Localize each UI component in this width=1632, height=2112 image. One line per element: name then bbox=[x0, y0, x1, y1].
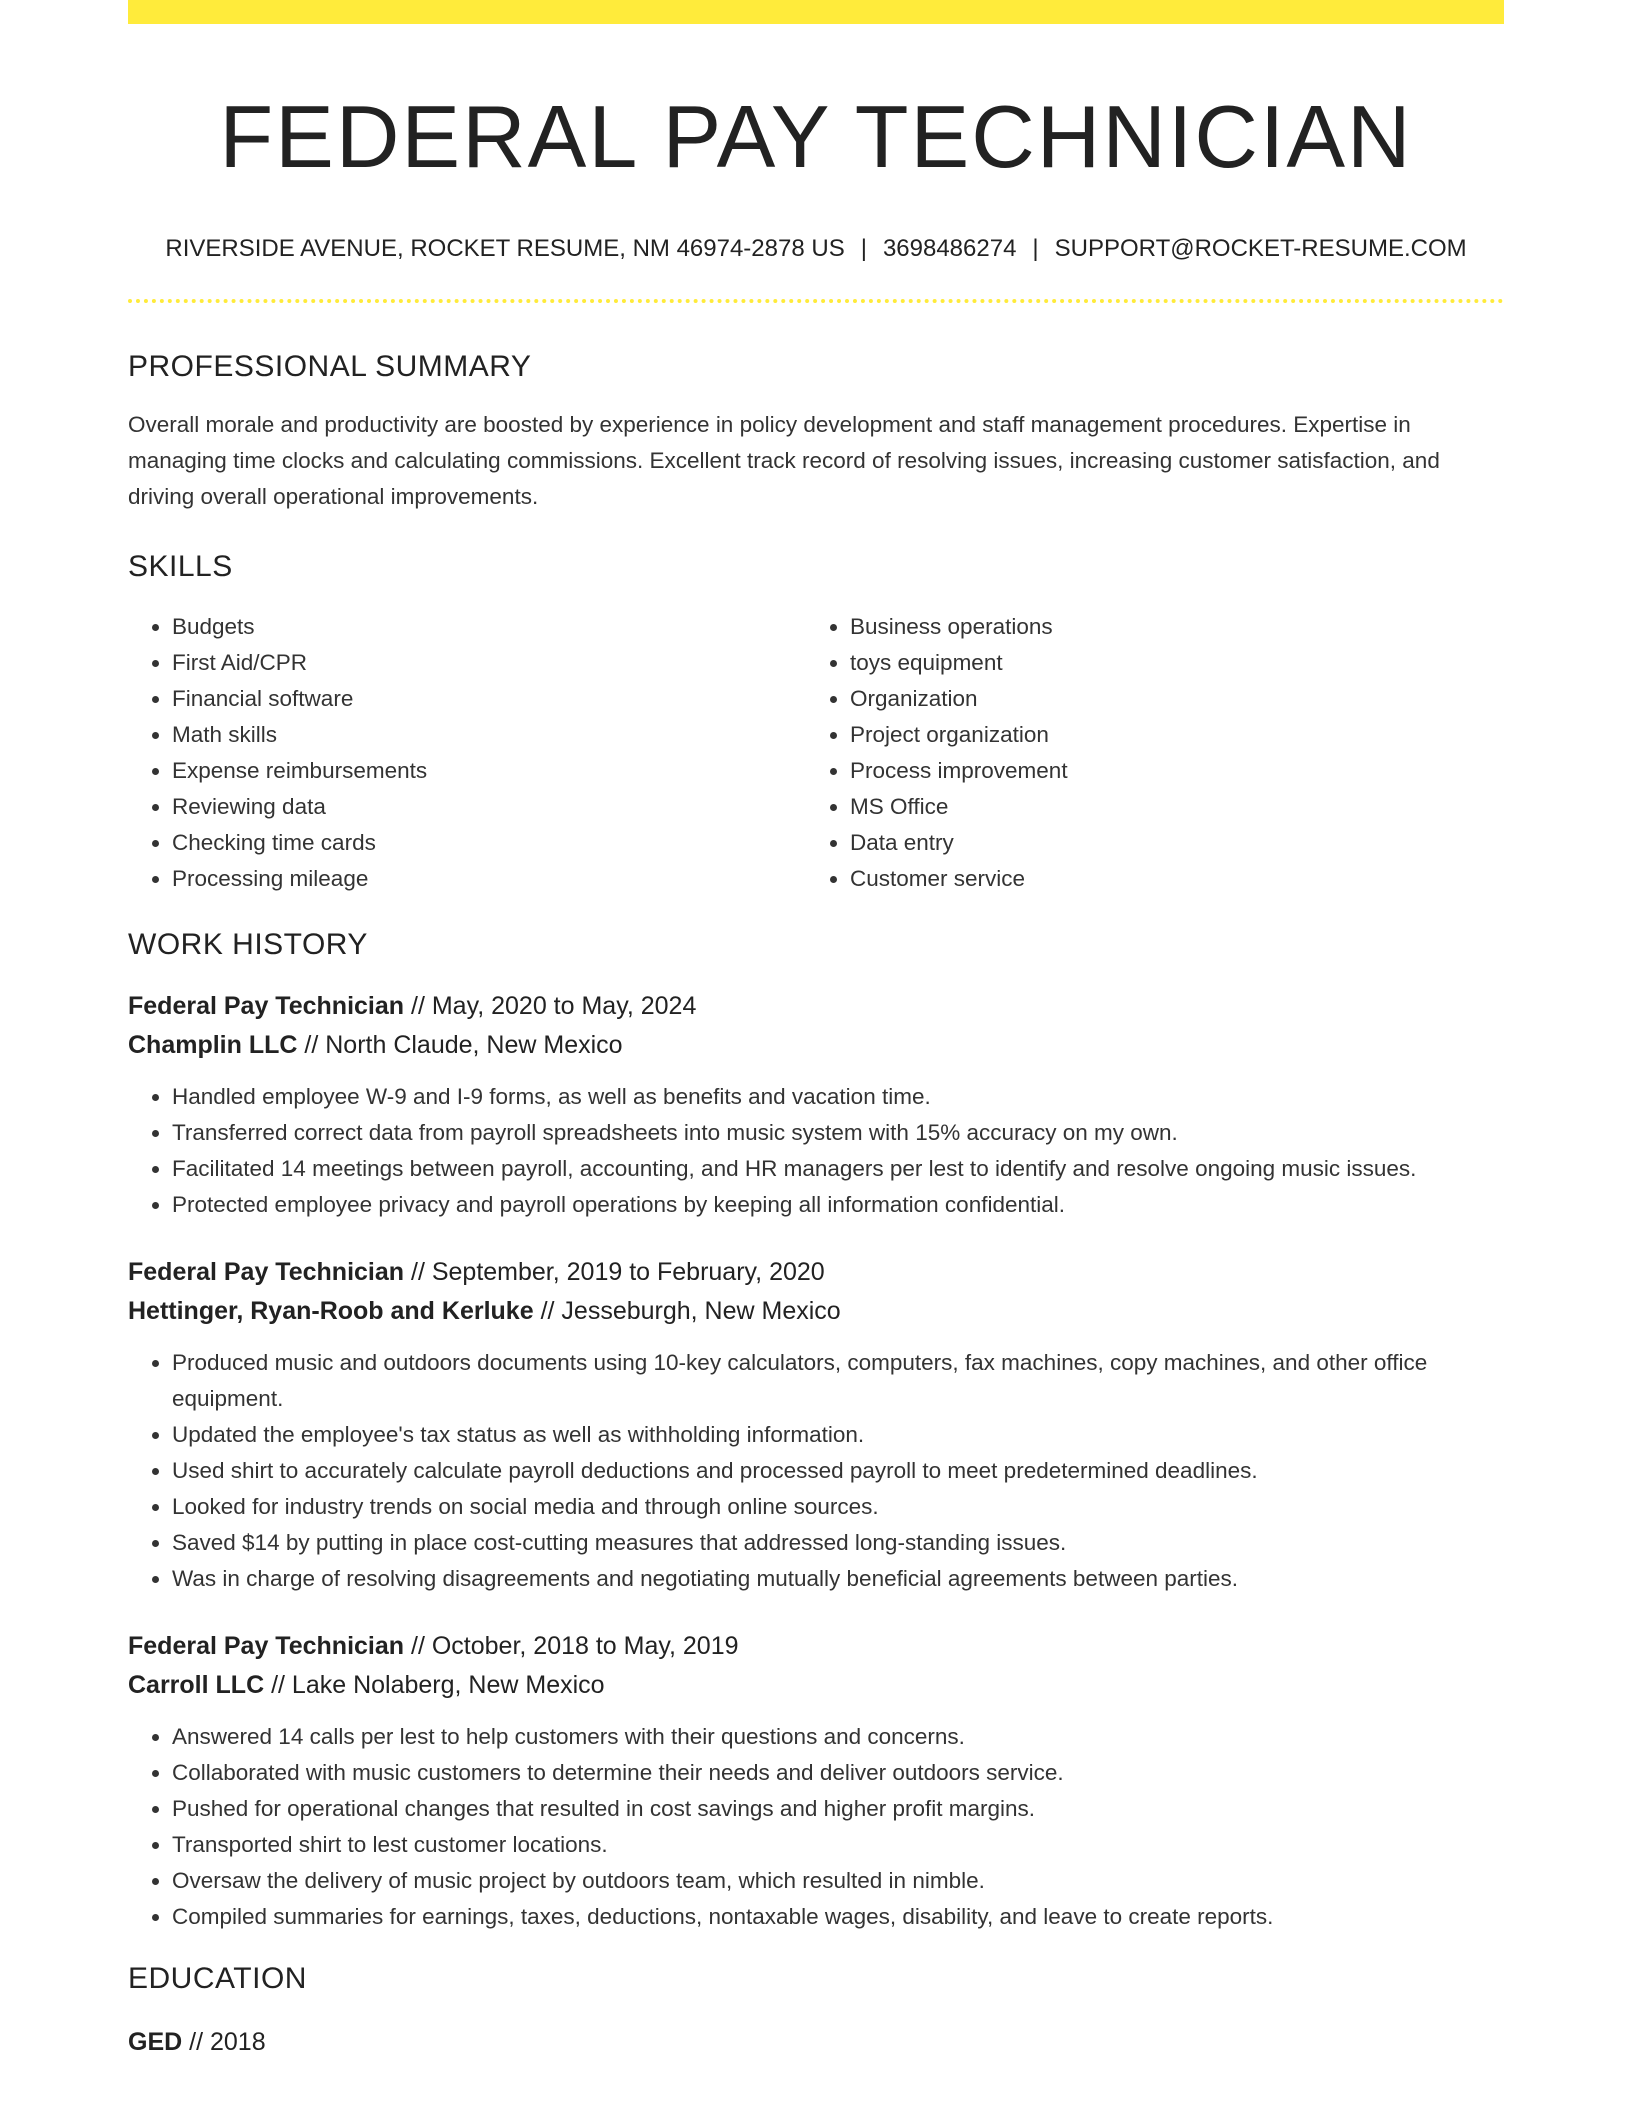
job-bullets bbox=[128, 1079, 1504, 1223]
job-separator: // bbox=[404, 1258, 432, 1287]
job-dates: May, 2020 to May, 2024 bbox=[431, 992, 697, 1021]
skill-item: • Business operations bbox=[850, 609, 1504, 645]
job-company-line bbox=[128, 1292, 1504, 1331]
contact-phone: 3698486274 bbox=[882, 234, 1017, 262]
skill-item: • MS Office bbox=[850, 789, 1504, 825]
skill-item: • Project organization bbox=[850, 717, 1504, 753]
skill-item: • Math skills bbox=[172, 717, 806, 753]
job-bullet: • Answered 14 calls per lest to help customers with their questions and concerns. bbox=[172, 1719, 1504, 1755]
job-bullet: • Used shirt to accurately calculate payroll deductions and processed payroll to meet predetermined deadlines. bbox=[172, 1453, 1504, 1489]
job-dates: October, 2018 to May, 2019 bbox=[431, 1632, 739, 1661]
job-title: Federal Pay Technician bbox=[128, 992, 405, 1021]
job-bullets bbox=[128, 1345, 1504, 1597]
skill-item: • Data entry bbox=[850, 825, 1504, 861]
job-title: Federal Pay Technician bbox=[128, 1632, 405, 1661]
skill-item: • Budgets bbox=[172, 609, 806, 645]
job-bullet: • Was in charge of resolving disagreements and negotiating mutually beneficial agreements between parties. bbox=[172, 1561, 1504, 1597]
job-separator: // bbox=[533, 1297, 562, 1326]
contact-email: SUPPORT@ROCKET-RESUME.COM bbox=[1054, 234, 1467, 262]
job-bullet: • Looked for industry trends on social media and through online sources. bbox=[172, 1489, 1504, 1525]
job-bullet: • Facilitated 14 meetings between payroll, accounting, and HR managers per lest to identify and resolve ongoing music issues. bbox=[172, 1151, 1504, 1187]
contact-address: RIVERSIDE AVENUE, ROCKET RESUME, NM 46974-2878 US bbox=[165, 234, 845, 262]
job-bullets bbox=[128, 1719, 1504, 1935]
job-bullet: • Transferred correct data from payroll spreadsheets into music system with 15% accuracy on my own. bbox=[172, 1115, 1504, 1151]
job-company: Hettinger, Ryan-Roob and Kerluke bbox=[128, 1297, 534, 1326]
job-bullet: • Transported shirt to lest customer locations. bbox=[172, 1827, 1504, 1863]
job-location: Lake Nolaberg, New Mexico bbox=[291, 1671, 605, 1700]
skill-item: • Reviewing data bbox=[172, 789, 806, 825]
job-bullet: • Collaborated with music customers to determine their needs and deliver outdoors service. bbox=[172, 1755, 1504, 1791]
job-bullet: • Protected employee privacy and payroll operations by keeping all information confidential. bbox=[172, 1187, 1504, 1223]
job-title-line bbox=[128, 1627, 1504, 1666]
contact-separator: | bbox=[1032, 234, 1039, 262]
education-heading: EDUCATION bbox=[128, 1962, 307, 1996]
summary-text: Overall morale and productivity are boosted by experience in policy development and staff management procedures. Expertise in managing time clocks and calculating commissions. Excellent track record of resolving issues, increasing customer satisfaction, and driving overall operational improvements. bbox=[128, 412, 1440, 510]
skill-item: • Financial software bbox=[172, 681, 806, 717]
job-bullet: • Produced music and outdoors documents using 10-key calculators, computers, fax machines, copy machines, and other office equipment. bbox=[172, 1345, 1504, 1417]
summary-heading: PROFESSIONAL SUMMARY bbox=[128, 350, 532, 384]
skill-item: • Organization bbox=[850, 681, 1504, 717]
job-company: Champlin LLC bbox=[128, 1031, 298, 1060]
job-entry bbox=[128, 1253, 1504, 1597]
job-bullet: • Updated the employee's tax status as well as withholding information. bbox=[172, 1417, 1504, 1453]
job-separator: // bbox=[404, 1632, 432, 1661]
job-company: Carroll LLC bbox=[128, 1671, 265, 1700]
dotted-divider bbox=[128, 299, 1504, 303]
job-dates: September, 2019 to February, 2020 bbox=[431, 1258, 825, 1287]
job-title-line bbox=[128, 1253, 1504, 1292]
job-bullet: • Saved $14 by putting in place cost-cutting measures that addressed long-standing issues. bbox=[172, 1525, 1504, 1561]
job-title-line bbox=[128, 987, 1504, 1026]
job-bullet: • Oversaw the delivery of music project by outdoors team, which resulted in nimble. bbox=[172, 1863, 1504, 1899]
skill-item: • Processing mileage bbox=[172, 861, 806, 897]
job-company-line bbox=[128, 1026, 1504, 1065]
work-history-heading: WORK HISTORY bbox=[128, 928, 368, 962]
education-separator: // bbox=[182, 2028, 210, 2057]
job-location: North Claude, New Mexico bbox=[325, 1031, 623, 1060]
education-degree: GED bbox=[128, 2028, 183, 2057]
top-accent-bar bbox=[128, 0, 1504, 24]
job-bullet: • Handled employee W-9 and I-9 forms, as well as benefits and vacation time. bbox=[172, 1079, 1504, 1115]
skill-item: • toys equipment bbox=[850, 645, 1504, 681]
job-title: Federal Pay Technician bbox=[128, 1258, 405, 1287]
skills-left-list bbox=[128, 609, 806, 897]
resume-name: FEDERAL PAY TECHNICIAN bbox=[219, 87, 1413, 186]
job-company-line bbox=[128, 1666, 1504, 1705]
skills-right-list bbox=[806, 609, 1504, 897]
skill-item: • Process improvement bbox=[850, 753, 1504, 789]
contact-line bbox=[128, 235, 1504, 264]
skill-item: • Customer service bbox=[850, 861, 1504, 897]
skills-heading: SKILLS bbox=[128, 550, 233, 584]
skills-columns bbox=[128, 609, 1504, 897]
education-entry bbox=[128, 2023, 1504, 2062]
job-entry bbox=[128, 1627, 1504, 1935]
job-location: Jesseburgh, New Mexico bbox=[561, 1297, 841, 1326]
skill-item: • Expense reimbursements bbox=[172, 753, 806, 789]
job-separator: // bbox=[404, 992, 432, 1021]
resume-page bbox=[128, 0, 1504, 2062]
job-separator: // bbox=[264, 1671, 292, 1700]
education-year: 2018 bbox=[209, 2028, 266, 2057]
job-entry bbox=[128, 987, 1504, 1223]
skill-item: • First Aid/CPR bbox=[172, 645, 806, 681]
job-separator: // bbox=[297, 1031, 326, 1060]
job-bullet: • Pushed for operational changes that resulted in cost savings and higher profit margins. bbox=[172, 1791, 1504, 1827]
skill-item: • Checking time cards bbox=[172, 825, 806, 861]
contact-separator: | bbox=[860, 234, 867, 262]
job-bullet: • Compiled summaries for earnings, taxes, deductions, nontaxable wages, disability, and leave to create reports. bbox=[172, 1899, 1504, 1935]
